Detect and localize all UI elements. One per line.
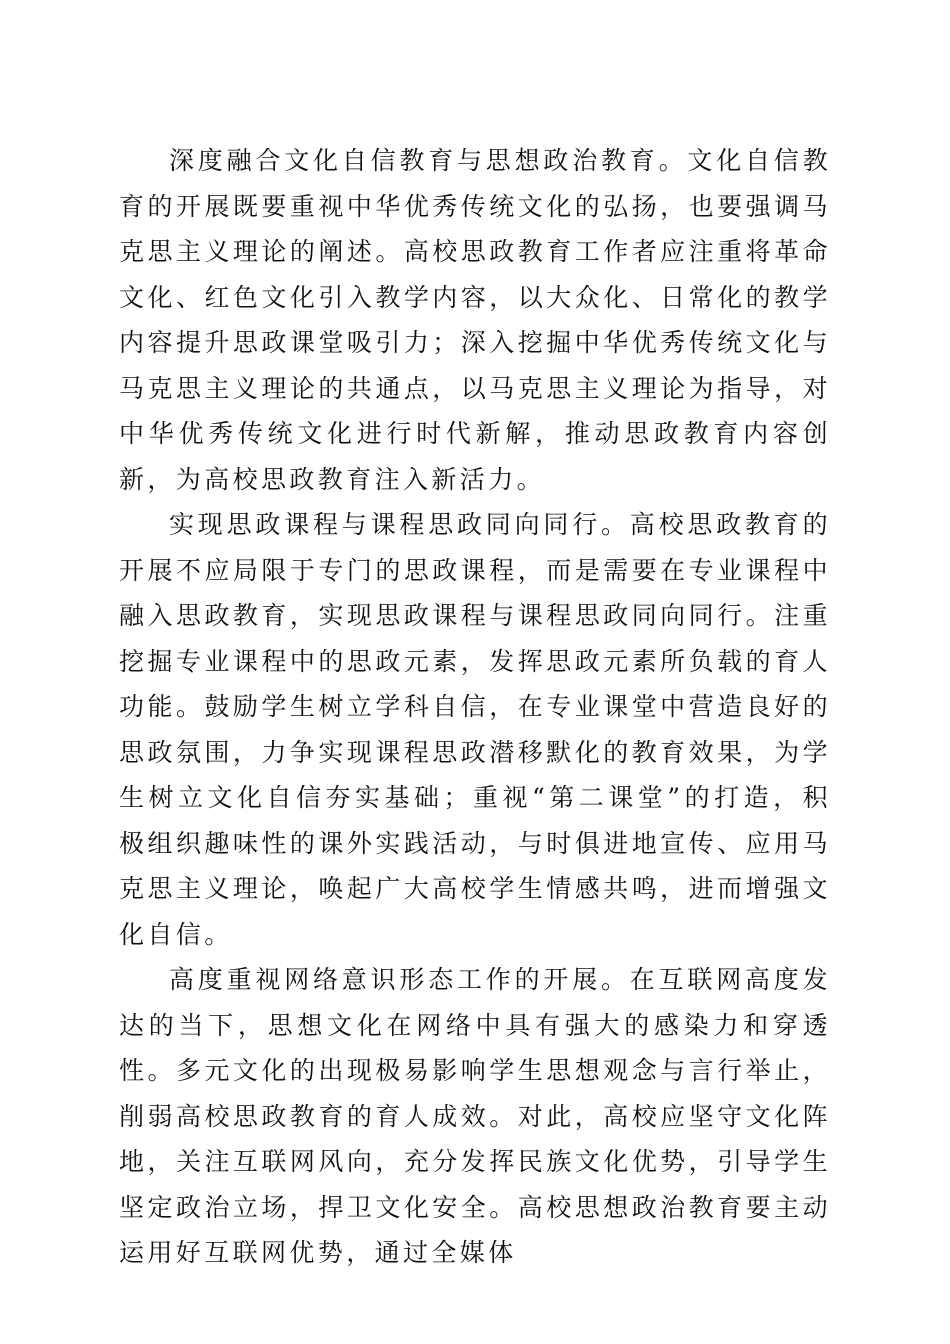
paragraph-culture-confidence-integration: 深度融合文化自信教育与思想政治教育。文化自信教育的开展既要重视中华优秀传统文化的弘扬，也要强调马克思主义理论的阐述。高校思政教育工作者应注重将革命文化、红色文化引入教学内容，以大众化、日常化的教学内容提升思政课堂吸引力；深入挖掘中华优秀传统文化与马克思主义理论的共通点，以马克思主义理论为指导，对中华优秀传统文化进行时代新解，推动思政教育内容创新，为高校思政教育注入新活力。 (119, 146, 831, 494)
paragraph-network-ideology-work: 高度重视网络意识形态工作的开展。在互联网高度发达的当下，思想文化在网络中具有强大的感染力和穿透性。多元文化的出现极易影响学生思想观念与言行举止，削弱高校思政教育的育人成效。对此，高校应坚守文化阵地，关注互联网风向，充分发挥民族文化优势，引导学生坚定政治立场，捍卫文化安全。高校思想政治教育要主动运用好互联网优势，通过全媒体 (119, 965, 831, 1267)
paragraph-course-ideology-alignment: 实现思政课程与课程思政同向同行。高校思政教育的开展不应局限于专门的思政课程，而是需要在专业课程中融入思政教育，实现思政课程与课程思政同向同行。注重挖掘专业课程中的思政元素，发挥思政元素所负载的育人功能。鼓励学生树立学科自信，在专业课堂中营造良好的思政氛围，力争实现课程思政潜移默化的教育效果，为学生树立文化自信夯实基础；重视“第二课堂”的打造，积极组织趣味性的课外实践活动，与时俱进地宣传、应用马克思主义理论，唤起广大高校学生情感共鸣，进而增强文化自信。 (119, 510, 831, 949)
document-body (119, 138, 831, 1276)
